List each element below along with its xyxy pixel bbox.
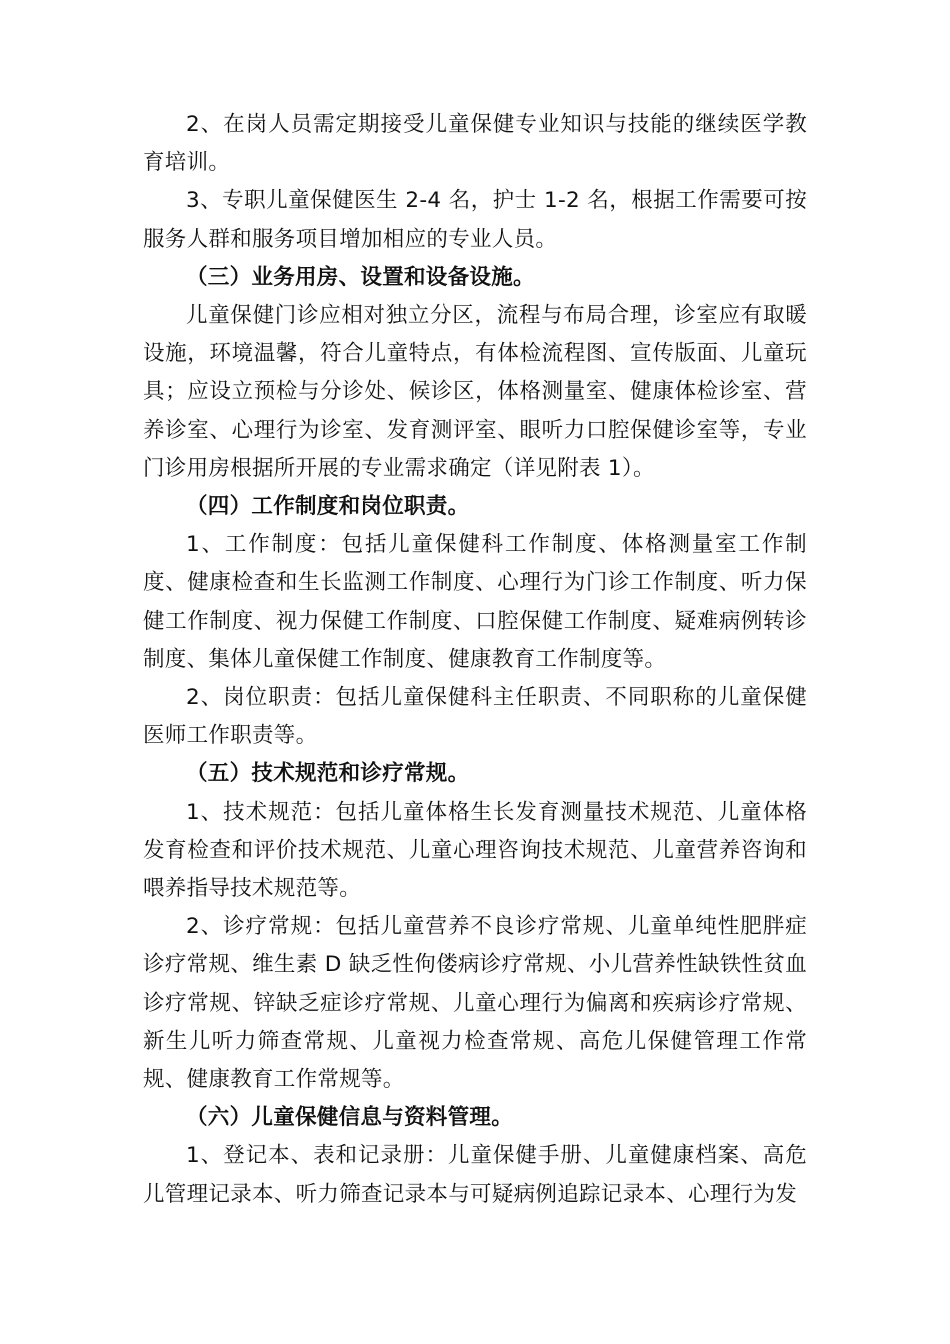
paragraph: 3、专职儿童保健医生 2-4 名，护士 1-2 名，根据工作需要可按服务人群和服务项目增加相应的专业人员。 (143, 188, 807, 252)
document-body (143, 106, 807, 1214)
paragraph: 1、登记本、表和记录册：儿童保健手册、儿童健康档案、高危儿管理记录本、听力筛查记录本与可疑病例追踪记录本、心理行为发 (143, 1143, 807, 1207)
paragraph: 2、诊疗常规：包括儿童营养不良诊疗常规、儿童单纯性肥胖症诊疗常规、维生素 D 缺乏性佝偻病诊疗常规、小儿营养性缺铁性贫血诊疗常规、锌缺乏症诊疗常规、儿童心理行为偏离和疾病诊疗常规、新生儿听力筛查常规、儿童视力检查常规、高危儿保健管理工作常规、健康教育工作常规等。 (143, 914, 807, 1093)
paragraph: 1、工作制度：包括儿童保健科工作制度、体格测量室工作制度、健康检查和生长监测工作制度、心理行为门诊工作制度、听力保健工作制度、视力保健工作制度、口腔保健工作制度、疑难病例转诊制度、集体儿童保健工作制度、健康教育工作制度等。 (143, 532, 807, 672)
paragraph: 儿童保健门诊应相对独立分区，流程与布局合理，诊室应有取暖设施，环境温馨，符合儿童特点，有体检流程图、宣传版面、儿童玩具；应设立预检与分诊处、候诊区，体格测量室、健康体检诊室、营养诊室、心理行为诊室、发育测评室、眼听力口腔保健诊室等，专业门诊用房根据所开展的专业需求确定（详见附表 1）。 (143, 303, 807, 481)
section-heading: （五）技术规范和诊疗常规。 (186, 761, 470, 787)
paragraph: 1、技术规范：包括儿童体格生长发育测量技术规范、儿童体格发育检查和评价技术规范、儿童心理咨询技术规范、儿童营养咨询和喂养指导技术规范等。 (143, 799, 807, 902)
section-heading: （六）儿童保健信息与资料管理。 (186, 1105, 514, 1131)
paragraph: 2、岗位职责：包括儿童保健科主任职责、不同职称的儿童保健医师工作职责等。 (143, 685, 807, 749)
section-heading: （四）工作制度和岗位职责。 (186, 494, 470, 520)
section-heading: （三）业务用房、设置和设备设施。 (186, 264, 535, 290)
paragraph: 2、在岗人员需定期接受儿童保健专业知识与技能的继续医学教育培训。 (143, 112, 807, 176)
